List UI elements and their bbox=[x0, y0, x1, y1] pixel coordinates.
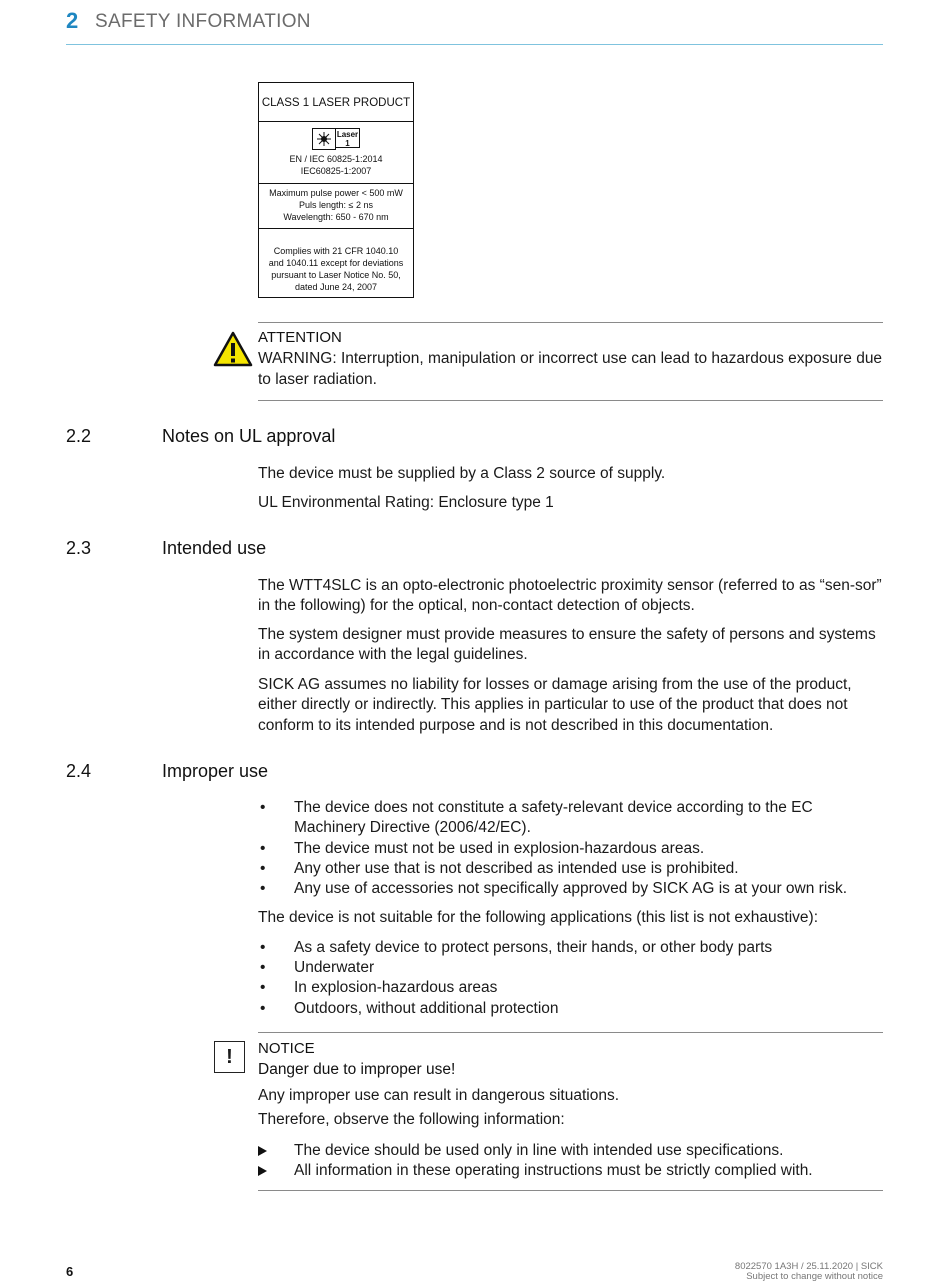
laser-spec-line: Maximum pulse power < 500 mW bbox=[269, 188, 403, 198]
laser-product-label bbox=[258, 82, 414, 298]
notice-title: NOTICE bbox=[258, 1040, 315, 1057]
notice-top-rule bbox=[258, 1032, 883, 1033]
bullet-icon: • bbox=[260, 840, 266, 857]
attention-bottom-rule bbox=[258, 400, 883, 401]
list-item-text: Outdoors, without additional protection bbox=[294, 1000, 559, 1017]
warning-triangle-icon bbox=[213, 331, 253, 372]
section-number: 2.2 bbox=[66, 426, 92, 446]
paragraph: UL Environmental Rating: Enclosure type 1 bbox=[258, 494, 554, 511]
list-item-text: Any use of accessories not specifically approved by SICK AG is at your own risk. bbox=[294, 880, 848, 897]
laser-label-title: CLASS 1 LASER PRODUCT bbox=[259, 83, 413, 122]
paragraph: The device is not suitable for the following applications (this list is not exhaustive): bbox=[258, 909, 819, 926]
arrow-right-icon bbox=[258, 1166, 267, 1176]
laser-compliance-line: pursuant to Laser Notice No. 50, bbox=[271, 270, 401, 280]
bullet-icon: • bbox=[260, 1000, 266, 1017]
header-divider bbox=[66, 44, 883, 45]
laser-standard-line: IEC60825-1:2007 bbox=[300, 166, 372, 176]
section-number: 2.4 bbox=[66, 761, 92, 781]
laser-label-specs bbox=[259, 184, 413, 229]
exclamation-icon: ! bbox=[214, 1041, 245, 1073]
laser-label-standards-block bbox=[259, 122, 413, 184]
attention-text: WARNING: Interruption, manipulation or incorrect use can lead to hazardous exposure due to laser radiation. bbox=[258, 350, 883, 388]
paragraph: The device must be supplied by a Class 2 source of supply. bbox=[258, 465, 666, 482]
list-item-text: The device must not be used in explosion-hazardous areas. bbox=[294, 840, 705, 857]
section-title: Improper use bbox=[162, 761, 269, 781]
bullet-icon: • bbox=[260, 979, 266, 996]
bullet-icon: • bbox=[260, 939, 266, 956]
attention-title: ATTENTION bbox=[258, 329, 342, 346]
paragraph: The WTT4SLC is an opto-electronic photoelectric proximity sensor (referred to as “sen-sor” in the following) for the optical, non-contact detection of objects. bbox=[258, 577, 882, 615]
attention-top-rule bbox=[258, 322, 883, 323]
notice-bottom-rule bbox=[258, 1190, 883, 1191]
laser-spec-line: Wavelength: 650 - 670 nm bbox=[283, 212, 389, 222]
laser-class-tag: Laser 1 bbox=[336, 130, 359, 148]
bullet-icon: • bbox=[260, 799, 266, 816]
footer-doc-info bbox=[735, 1262, 883, 1282]
list-item-text: Any other use that is not described as intended use is prohibited. bbox=[294, 860, 739, 877]
laser-compliance-line: Complies with 21 CFR 1040.10 bbox=[273, 246, 399, 256]
notice-step-text: All information in these operating instructions must be strictly complied with. bbox=[294, 1162, 813, 1179]
notice-step-text: The device should be used only in line with intended use specifications. bbox=[294, 1142, 784, 1159]
paragraph: SICK AG assumes no liability for losses or damage arising from the use of the product, either directly or indirectly. This applies in particular to use of the product that does not conform to its intended purpose and is not described in this documentation. bbox=[258, 676, 852, 734]
notice-text: Any improper use can result in dangerous situations. bbox=[258, 1087, 620, 1104]
section-title: Intended use bbox=[162, 538, 267, 558]
page-number: 6 bbox=[66, 1264, 74, 1279]
section-number: 2.3 bbox=[66, 538, 92, 558]
laser-compliance-line: dated June 24, 2007 bbox=[294, 282, 378, 292]
bullet-icon: • bbox=[260, 860, 266, 877]
section-title: Notes on UL approval bbox=[162, 426, 336, 446]
footer-doc-id: 8022570 1A3H / 25.11.2020 | SICK bbox=[734, 1261, 883, 1272]
chapter-number: 2 bbox=[66, 8, 79, 33]
laser-compliance-line: and 1040.11 except for deviations bbox=[268, 258, 404, 268]
laser-starburst-icon bbox=[312, 128, 336, 150]
list-item-text: In explosion-hazardous areas bbox=[294, 979, 498, 996]
chapter-title: SAFETY INFORMATION bbox=[95, 11, 311, 32]
laser-label-icons bbox=[259, 122, 413, 150]
list-item-text: The device does not constitute a safety-relevant device according to the EC Machinery Directive (2006/42/EC). bbox=[294, 799, 813, 837]
bullet-icon: • bbox=[260, 959, 266, 976]
laser-standard-line: EN / IEC 60825-1:2014 bbox=[289, 154, 383, 164]
notice-text: Therefore, observe the following information: bbox=[258, 1111, 565, 1128]
notice-subtitle: Danger due to improper use! bbox=[258, 1061, 456, 1078]
paragraph: The system designer must provide measures to ensure the safety of persons and systems in accordance with the legal guidelines. bbox=[258, 626, 876, 664]
bullet-icon: • bbox=[260, 880, 266, 897]
footer-disclaimer: Subject to change without notice bbox=[746, 1271, 883, 1282]
laser-spec-line: Puls length: ≤ 2 ns bbox=[299, 200, 373, 210]
laser-label-compliance bbox=[259, 229, 413, 297]
laser-label-standards bbox=[259, 150, 413, 183]
list-item-text: Underwater bbox=[294, 959, 375, 976]
arrow-right-icon bbox=[258, 1146, 267, 1156]
list-item-text: As a safety device to protect persons, their hands, or other body parts bbox=[294, 939, 773, 956]
